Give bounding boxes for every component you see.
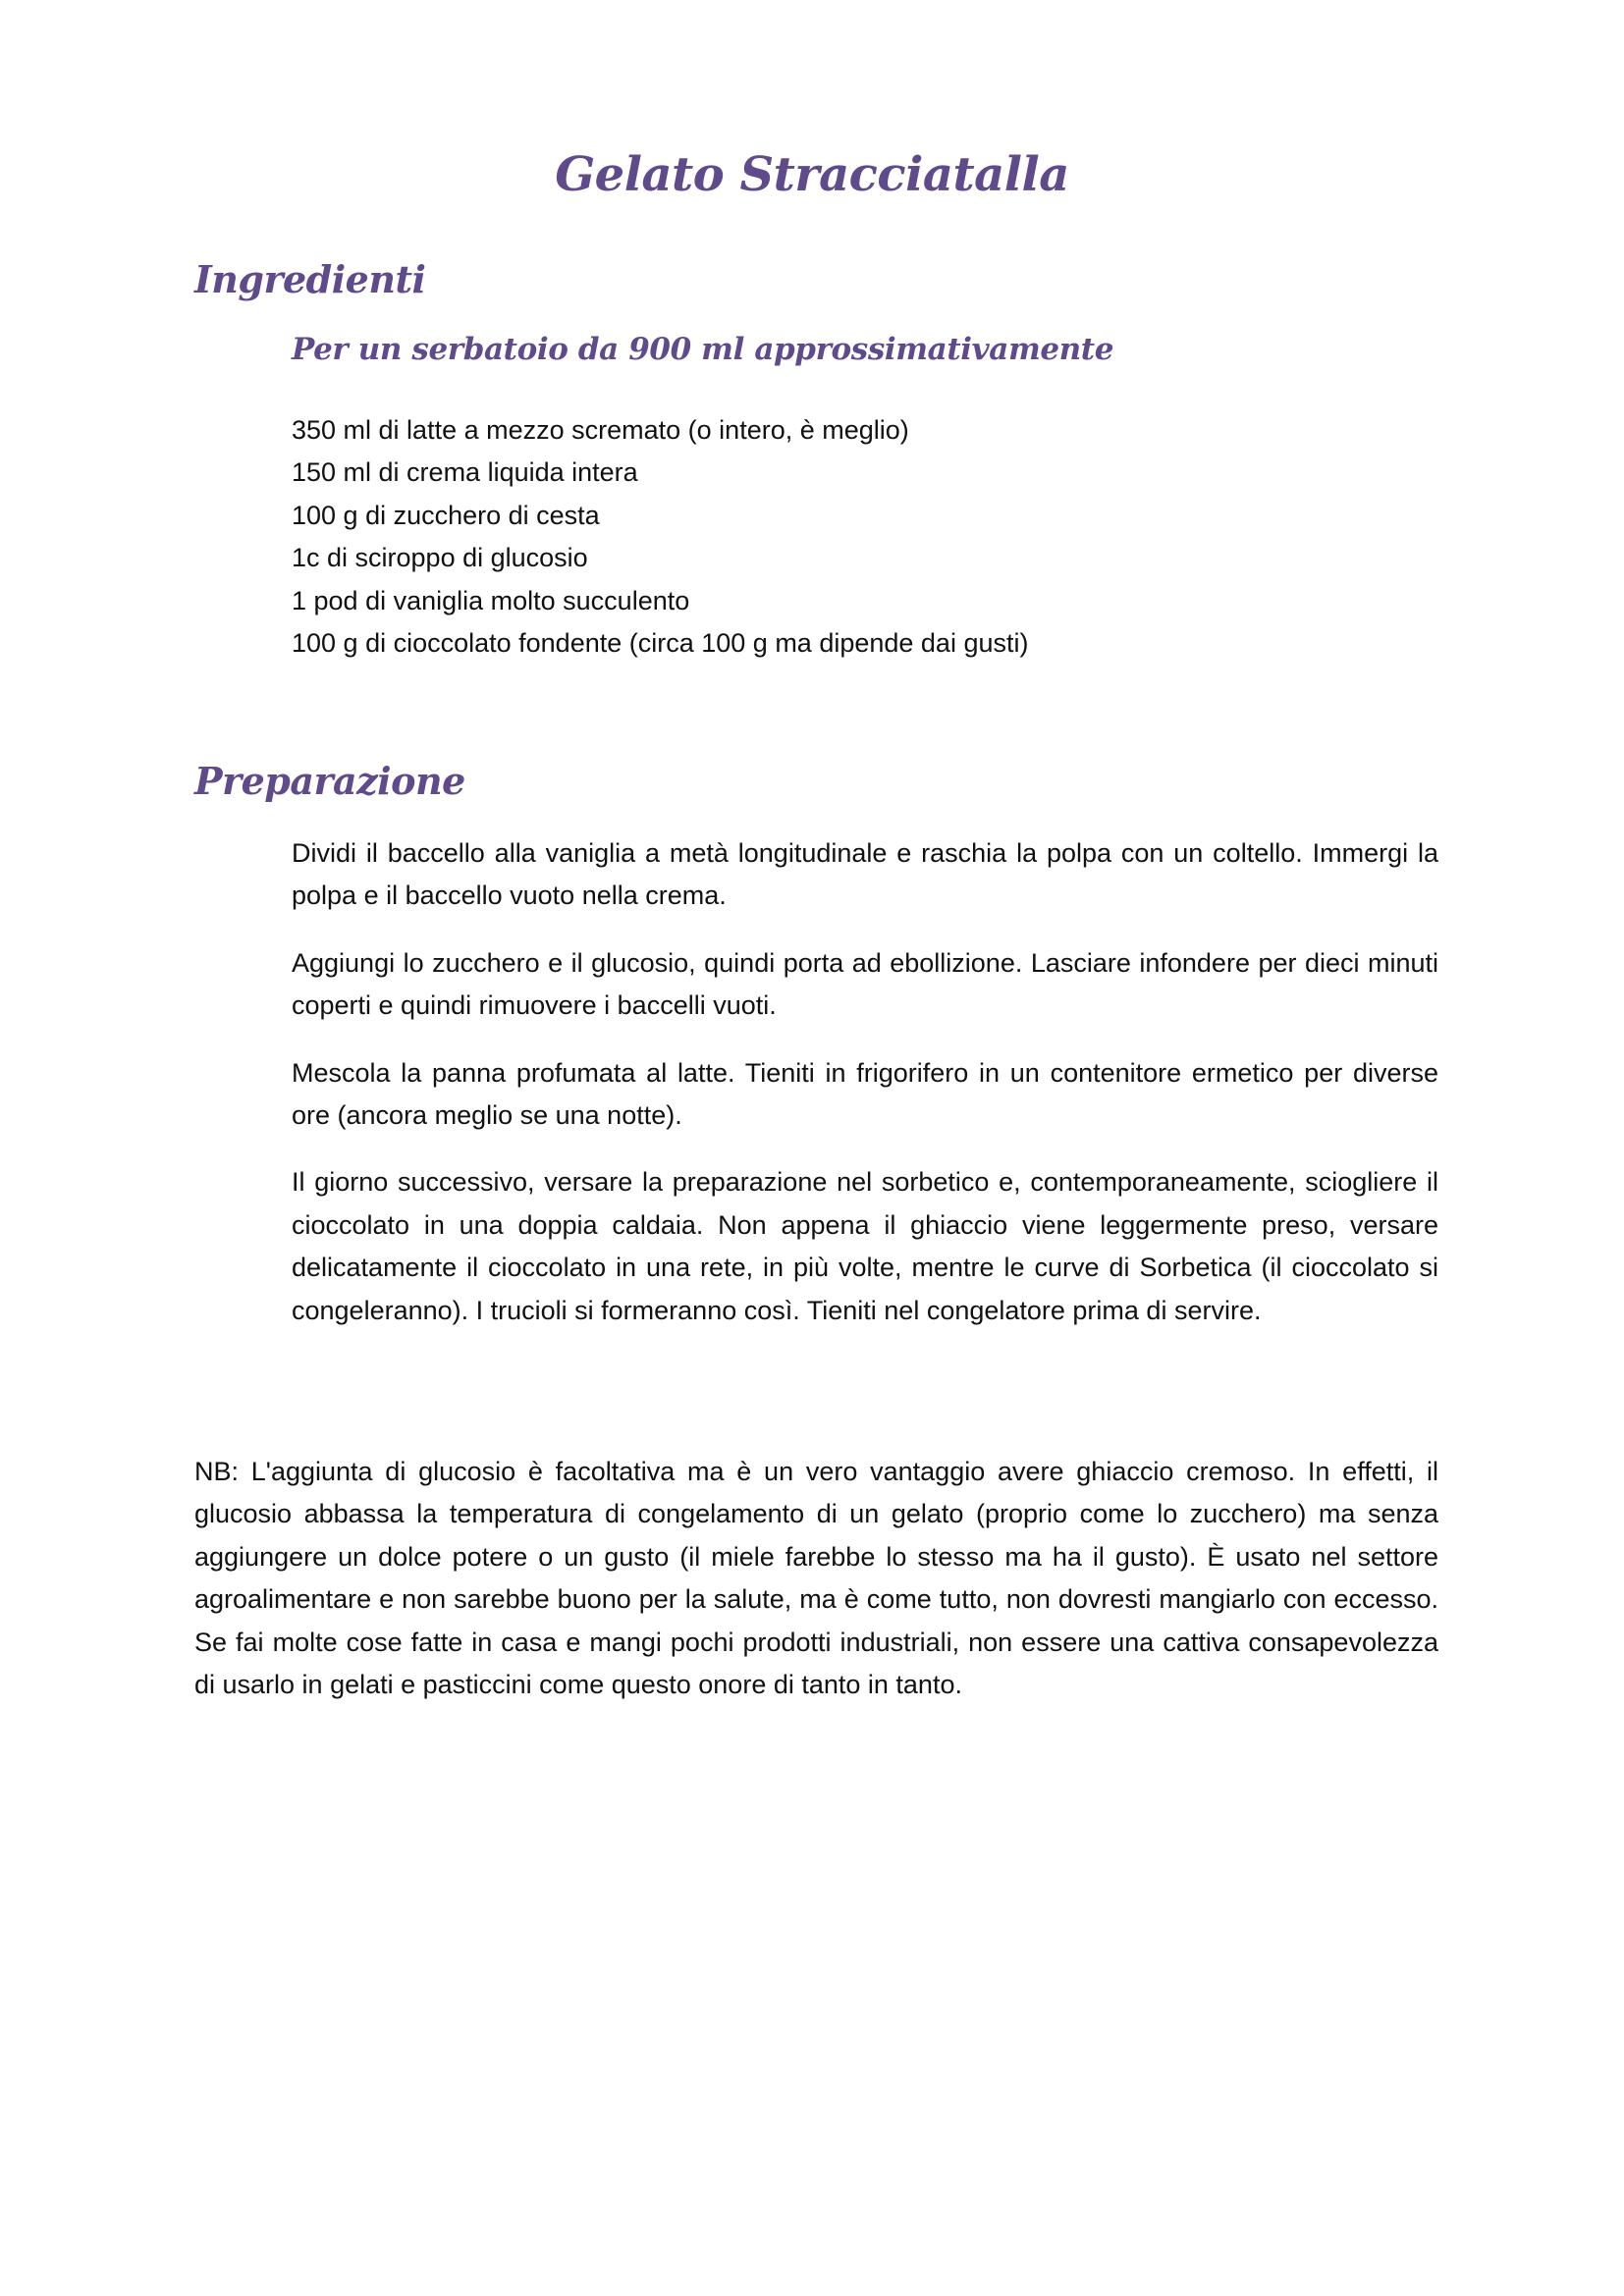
- ingredient-item: 150 ml di crema liquida intera: [292, 457, 638, 488]
- preparation-step: Dividi il baccello alla vaniglia a metà longitudinale e raschia la polpa con un coltello. Immergi la polpa e il baccello vuoto nella crema.: [292, 838, 1438, 911]
- ingredient-item: 350 ml di latte a mezzo scremato (o intero, è meglio): [292, 415, 909, 445]
- note-paragraph: NB: L'aggiunta di glucosio è facoltativa ma è un vero vantaggio avere ghiaccio cremoso. In effetti, il glucosio abbassa la temperatura di congelamento di un gelato (proprio come lo zucchero) ma senza aggiungere un dolce potere o un gusto (il miele farebbe lo stesso ma ha il gusto). È usato nel settore agroalimentare e non sarebbe buono per la salute, ma è come tutto, non dovresti mangiarlo con eccesso. Se fai molte cose fatte in casa e mangi pochi prodotti industriali, non essere una cattiva consapevolezza di usarlo in gelati e pasticcini come questo onore di tanto in tanto.: [194, 1457, 1438, 1700]
- preparation-step: Mescola la panna profumata al latte. Tieniti in frigorifero in un contenitore ermetico per diverse ore (ancora meglio se una notte).: [292, 1057, 1438, 1131]
- ingredient-item: 1c di sciroppo di glucosio: [292, 543, 588, 573]
- ingredient-item: 100 g di cioccolato fondente (circa 100 g ma dipende dai gusti): [292, 628, 1029, 659]
- ingredients-subheading: Per un serbatoio da 900 ml approssimativamente: [292, 332, 1114, 367]
- ingredient-item: 1 pod di vaniglia molto succulento: [292, 585, 690, 615]
- ingredients-heading: Ingredienti: [194, 257, 426, 301]
- preparation-step: Il giorno successivo, versare la preparazione nel sorbetico e, contemporaneamente, sciogliere il cioccolato in una doppia caldaia. Non appena il ghiaccio viene leggermente preso, versare delicatamente il cioccolato in una rete, in più volte, mentre le curve di Sorbetica (il cioccolato si congeleranno). I trucioli si formeranno così. Tieniti nel congelatore prima di servire.: [292, 1167, 1438, 1325]
- ingredients-list: [292, 409, 1028, 665]
- preparation-step: Aggiungi lo zucchero e il glucosio, quindi porta ad ebollizione. Lasciare infondere per dieci minuti coperti e quindi rimuovere i baccelli vuoti.: [292, 947, 1438, 1021]
- preparation-heading: Preparazione: [194, 759, 465, 803]
- page-title: Gelato Stracciatalla: [555, 147, 1069, 202]
- ingredient-item: 100 g di zucchero di cesta: [292, 500, 600, 530]
- preparation-steps: [292, 832, 1438, 1357]
